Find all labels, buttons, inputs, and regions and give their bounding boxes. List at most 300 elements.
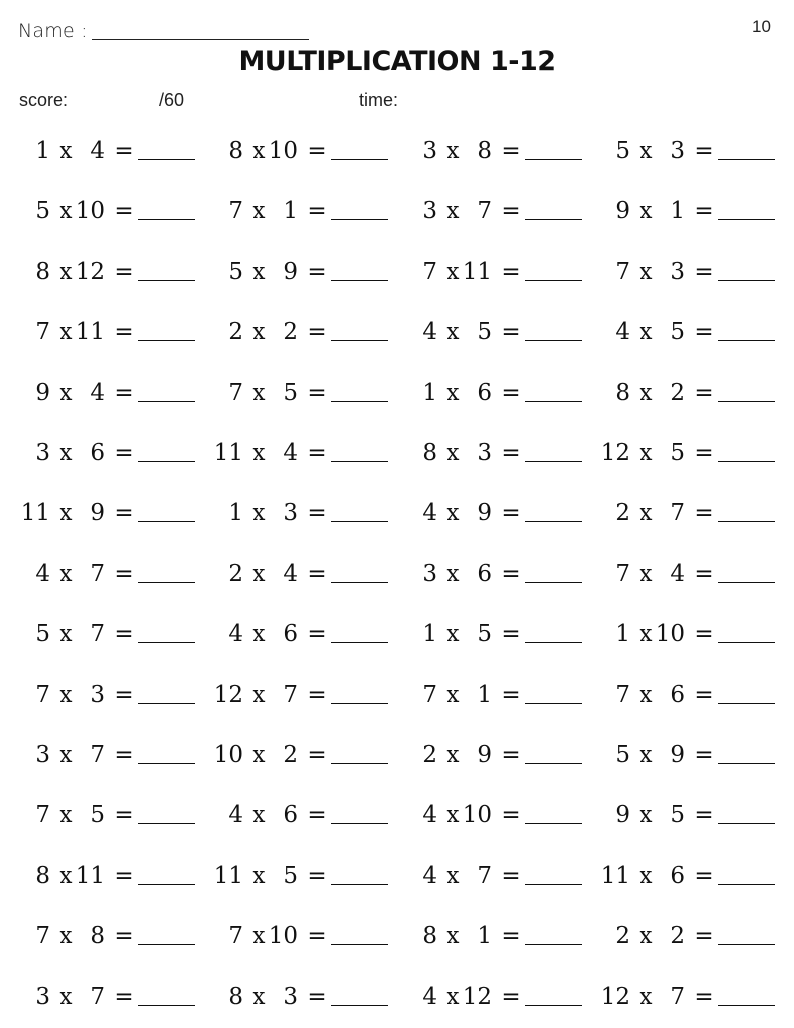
factor-b: 4: [283, 560, 298, 587]
answer-blank[interactable]: [331, 401, 388, 402]
equals-sign: =: [307, 983, 327, 1010]
answer-blank[interactable]: [718, 763, 775, 764]
answer-blank[interactable]: [718, 1005, 775, 1006]
times-sign: x: [252, 500, 266, 527]
factor-b: 7: [90, 621, 105, 648]
answer-blank[interactable]: [525, 703, 582, 704]
factor-b: 8: [477, 138, 492, 164]
equals-sign: =: [501, 379, 521, 406]
factor-b: 5: [477, 319, 492, 346]
answer-blank[interactable]: [331, 884, 388, 885]
equals-sign: =: [694, 560, 714, 587]
factor-a: 5: [615, 742, 630, 768]
equals-sign: =: [307, 862, 327, 889]
factor-b: 3: [670, 258, 685, 285]
factor-b: 5: [670, 440, 685, 466]
equals-sign: =: [114, 138, 134, 164]
times-sign: x: [446, 198, 460, 225]
equals-sign: =: [307, 742, 327, 768]
answer-blank[interactable]: [331, 521, 388, 522]
answer-blank[interactable]: [525, 1005, 582, 1006]
times-sign: x: [446, 258, 460, 285]
times-sign: x: [59, 319, 73, 346]
answer-blank[interactable]: [718, 340, 775, 341]
times-sign: x: [639, 681, 653, 708]
times-sign: x: [59, 560, 73, 587]
factor-b: 1: [283, 198, 298, 225]
problem-item: [213, 559, 389, 589]
problem-item: [600, 378, 776, 408]
times-sign: x: [446, 681, 460, 708]
factor-b: 6: [283, 621, 298, 648]
problem-item: [407, 136, 583, 166]
problem-item: [213, 196, 389, 226]
times-sign: x: [252, 440, 266, 466]
equals-sign: =: [114, 500, 134, 527]
factor-a: 4: [422, 802, 437, 829]
answer-blank[interactable]: [525, 944, 582, 945]
equals-sign: =: [694, 258, 714, 285]
factor-a: 4: [35, 560, 50, 587]
problem-item: [20, 196, 196, 226]
factor-b: 5: [477, 621, 492, 648]
problem-item: [213, 317, 389, 347]
factor-b: 4: [90, 138, 105, 164]
times-sign: x: [59, 198, 73, 225]
answer-blank[interactable]: [718, 823, 775, 824]
factor-a: 8: [35, 862, 50, 889]
times-sign: x: [639, 379, 653, 406]
equals-sign: =: [114, 862, 134, 889]
factor-a: 4: [422, 500, 437, 527]
answer-blank[interactable]: [331, 582, 388, 583]
answer-blank[interactable]: [718, 884, 775, 885]
factor-a: 7: [35, 319, 50, 346]
times-sign: x: [59, 138, 73, 164]
factor-b: 11: [75, 319, 105, 346]
times-sign: x: [59, 923, 73, 950]
equals-sign: =: [114, 258, 134, 285]
equals-sign: =: [694, 923, 714, 950]
answer-blank[interactable]: [138, 1005, 195, 1006]
problem-item: [600, 559, 776, 589]
equals-sign: =: [307, 379, 327, 406]
problem-item: [20, 559, 196, 589]
equals-sign: =: [114, 923, 134, 950]
problem-item: [213, 619, 389, 649]
factor-b: 3: [283, 500, 298, 527]
equals-sign: =: [114, 621, 134, 648]
factor-a: 7: [422, 681, 437, 708]
factor-a: 11: [600, 862, 630, 889]
problem-item: [213, 680, 389, 710]
factor-b: 10: [268, 138, 298, 164]
equals-sign: =: [114, 440, 134, 466]
answer-blank[interactable]: [525, 280, 582, 281]
factor-b: 9: [90, 500, 105, 527]
answer-blank[interactable]: [331, 340, 388, 341]
equals-sign: =: [501, 258, 521, 285]
factor-b: 12: [462, 983, 492, 1010]
problem-item: [407, 378, 583, 408]
problem-item: [600, 136, 776, 166]
problem-item: [407, 257, 583, 287]
answer-blank[interactable]: [138, 582, 195, 583]
factor-b: 5: [670, 319, 685, 346]
factor-b: 7: [90, 983, 105, 1010]
times-sign: x: [446, 983, 460, 1010]
equals-sign: =: [501, 560, 521, 587]
factor-a: 3: [35, 742, 50, 768]
answer-blank[interactable]: [718, 642, 775, 643]
times-sign: x: [252, 258, 266, 285]
factor-a: 2: [228, 560, 243, 587]
answer-blank[interactable]: [718, 521, 775, 522]
equals-sign: =: [694, 862, 714, 889]
factor-b: 7: [477, 862, 492, 889]
factor-a: 3: [35, 983, 50, 1010]
problem-item: [600, 438, 776, 468]
equals-sign: =: [501, 923, 521, 950]
answer-blank[interactable]: [331, 219, 388, 220]
answer-blank[interactable]: [525, 884, 582, 885]
equals-sign: =: [307, 258, 327, 285]
problem-item: [20, 257, 196, 287]
factor-b: 4: [90, 379, 105, 406]
times-sign: x: [446, 500, 460, 527]
equals-sign: =: [694, 379, 714, 406]
equals-sign: =: [694, 621, 714, 648]
times-sign: x: [252, 560, 266, 587]
times-sign: x: [446, 319, 460, 346]
factor-a: 7: [228, 923, 243, 950]
times-sign: x: [639, 621, 653, 648]
factor-a: 7: [35, 923, 50, 950]
problem-item: [20, 619, 196, 649]
factor-b: 6: [670, 862, 685, 889]
factor-b: 6: [90, 440, 105, 466]
answer-blank[interactable]: [718, 219, 775, 220]
times-sign: x: [639, 440, 653, 466]
answer-blank[interactable]: [525, 763, 582, 764]
factor-a: 11: [213, 440, 243, 466]
answer-blank[interactable]: [525, 823, 582, 824]
times-sign: x: [59, 681, 73, 708]
answer-blank[interactable]: [331, 823, 388, 824]
times-sign: x: [446, 862, 460, 889]
problem-item: [407, 680, 583, 710]
equals-sign: =: [307, 138, 327, 164]
answer-blank[interactable]: [718, 944, 775, 945]
problem-item: [600, 982, 776, 1012]
times-sign: x: [639, 802, 653, 829]
factor-a: 9: [615, 198, 630, 225]
problem-item: [407, 317, 583, 347]
problem-item: [213, 378, 389, 408]
answer-blank[interactable]: [525, 219, 582, 220]
equals-sign: =: [307, 923, 327, 950]
factor-a: 2: [228, 319, 243, 346]
answer-blank[interactable]: [331, 159, 388, 160]
times-sign: x: [446, 621, 460, 648]
times-sign: x: [252, 621, 266, 648]
answer-blank[interactable]: [138, 823, 195, 824]
answer-blank[interactable]: [331, 1005, 388, 1006]
problem-item: [20, 136, 196, 166]
times-sign: x: [446, 802, 460, 829]
times-sign: x: [446, 138, 460, 164]
answer-blank[interactable]: [138, 521, 195, 522]
times-sign: x: [446, 560, 460, 587]
problem-item: [407, 800, 583, 830]
times-sign: x: [59, 258, 73, 285]
times-sign: x: [252, 138, 266, 164]
answer-blank[interactable]: [138, 944, 195, 945]
factor-b: 10: [268, 923, 298, 950]
answer-blank[interactable]: [525, 340, 582, 341]
factor-b: 4: [283, 440, 298, 466]
problem-item: [600, 921, 776, 951]
problem-item: [20, 861, 196, 891]
problem-item: [407, 740, 583, 770]
factor-a: 7: [615, 560, 630, 587]
factor-b: 5: [283, 862, 298, 889]
times-sign: x: [59, 379, 73, 406]
factor-b: 2: [670, 379, 685, 406]
answer-blank[interactable]: [138, 461, 195, 462]
page-number: 10: [752, 17, 771, 36]
times-sign: x: [59, 862, 73, 889]
times-sign: x: [252, 923, 266, 950]
factor-a: 1: [422, 379, 437, 406]
equals-sign: =: [114, 681, 134, 708]
answer-blank[interactable]: [718, 703, 775, 704]
answer-blank[interactable]: [138, 159, 195, 160]
equals-sign: =: [114, 198, 134, 225]
equals-sign: =: [501, 742, 521, 768]
factor-a: 2: [422, 742, 437, 768]
equals-sign: =: [114, 319, 134, 346]
factor-a: 4: [422, 862, 437, 889]
equals-sign: =: [694, 319, 714, 346]
answer-blank[interactable]: [525, 642, 582, 643]
equals-sign: =: [307, 621, 327, 648]
factor-b: 4: [670, 560, 685, 587]
times-sign: x: [446, 440, 460, 466]
answer-blank[interactable]: [525, 401, 582, 402]
answer-blank[interactable]: [525, 582, 582, 583]
problem-item: [407, 559, 583, 589]
factor-b: 1: [670, 198, 685, 225]
factor-a: 7: [615, 681, 630, 708]
times-sign: x: [252, 742, 266, 768]
problem-item: [407, 982, 583, 1012]
equals-sign: =: [501, 681, 521, 708]
equals-sign: =: [114, 560, 134, 587]
answer-blank[interactable]: [331, 944, 388, 945]
times-sign: x: [446, 923, 460, 950]
times-sign: x: [252, 319, 266, 346]
problem-item: [20, 740, 196, 770]
factor-b: 6: [670, 681, 685, 708]
factor-b: 6: [477, 379, 492, 406]
answer-blank[interactable]: [138, 884, 195, 885]
equals-sign: =: [694, 983, 714, 1010]
equals-sign: =: [694, 138, 714, 164]
times-sign: x: [59, 742, 73, 768]
factor-b: 7: [90, 742, 105, 768]
factor-b: 6: [477, 560, 492, 587]
problem-item: [213, 740, 389, 770]
factor-a: 7: [35, 802, 50, 829]
problem-item: [20, 498, 196, 528]
answer-blank[interactable]: [138, 763, 195, 764]
answer-blank[interactable]: [718, 582, 775, 583]
factor-a: 8: [35, 258, 50, 285]
answer-blank[interactable]: [525, 521, 582, 522]
factor-a: 1: [422, 621, 437, 648]
times-sign: x: [639, 500, 653, 527]
factor-a: 5: [615, 138, 630, 164]
equals-sign: =: [501, 802, 521, 829]
factor-a: 12: [600, 440, 630, 466]
factor-a: 12: [213, 681, 243, 708]
equals-sign: =: [501, 983, 521, 1010]
factor-b: 6: [283, 802, 298, 829]
factor-b: 9: [670, 742, 685, 768]
answer-blank[interactable]: [331, 703, 388, 704]
times-sign: x: [639, 198, 653, 225]
problem-item: [407, 498, 583, 528]
factor-b: 3: [283, 983, 298, 1010]
factor-b: 2: [283, 319, 298, 346]
factor-b: 3: [670, 138, 685, 164]
answer-blank[interactable]: [718, 159, 775, 160]
times-sign: x: [446, 742, 460, 768]
problem-item: [213, 921, 389, 951]
factor-a: 10: [213, 742, 243, 768]
answer-blank[interactable]: [331, 642, 388, 643]
factor-b: 1: [477, 681, 492, 708]
factor-a: 4: [422, 319, 437, 346]
times-sign: x: [639, 258, 653, 285]
answer-blank[interactable]: [331, 280, 388, 281]
problem-item: [213, 800, 389, 830]
problem-item: [20, 800, 196, 830]
answer-blank[interactable]: [525, 461, 582, 462]
equals-sign: =: [501, 319, 521, 346]
answer-blank[interactable]: [525, 159, 582, 160]
factor-b: 3: [90, 681, 105, 708]
answer-blank[interactable]: [331, 763, 388, 764]
factor-b: 9: [283, 258, 298, 285]
factor-b: 10: [655, 621, 685, 648]
times-sign: x: [59, 440, 73, 466]
times-sign: x: [446, 379, 460, 406]
times-sign: x: [252, 681, 266, 708]
problem-item: [600, 861, 776, 891]
factor-a: 4: [228, 802, 243, 829]
times-sign: x: [639, 862, 653, 889]
factor-b: 7: [283, 681, 298, 708]
factor-a: 3: [35, 440, 50, 466]
equals-sign: =: [307, 319, 327, 346]
problem-item: [407, 861, 583, 891]
factor-b: 1: [477, 923, 492, 950]
answer-blank[interactable]: [138, 219, 195, 220]
times-sign: x: [639, 138, 653, 164]
factor-a: 7: [35, 681, 50, 708]
problem-item: [20, 982, 196, 1012]
factor-a: 5: [35, 621, 50, 648]
equals-sign: =: [114, 379, 134, 406]
problem-item: [20, 921, 196, 951]
factor-a: 2: [615, 500, 630, 527]
equals-sign: =: [694, 198, 714, 225]
factor-a: 8: [422, 923, 437, 950]
factor-b: 2: [283, 742, 298, 768]
worksheet-title: MULTIPLICATION 1-12: [238, 46, 556, 77]
factor-a: 8: [228, 983, 243, 1010]
answer-blank[interactable]: [718, 461, 775, 462]
factor-b: 7: [90, 560, 105, 587]
factor-a: 8: [228, 138, 243, 164]
score-max: /60: [159, 90, 185, 110]
problem-item: [600, 619, 776, 649]
factor-a: 9: [615, 802, 630, 829]
factor-a: 12: [600, 983, 630, 1010]
factor-b: 11: [462, 258, 492, 285]
problem-item: [213, 861, 389, 891]
time-label: time:: [359, 90, 399, 110]
answer-blank[interactable]: [138, 340, 195, 341]
answer-blank[interactable]: [138, 280, 195, 281]
times-sign: x: [252, 802, 266, 829]
answer-blank[interactable]: [331, 461, 388, 462]
equals-sign: =: [114, 742, 134, 768]
problem-item: [600, 317, 776, 347]
factor-b: 3: [477, 440, 492, 466]
answer-blank[interactable]: [718, 280, 775, 281]
times-sign: x: [639, 319, 653, 346]
problem-item: [600, 498, 776, 528]
answer-blank[interactable]: [718, 401, 775, 402]
equals-sign: =: [694, 440, 714, 466]
factor-a: 8: [422, 440, 437, 466]
factor-b: 5: [283, 379, 298, 406]
problem-item: [213, 257, 389, 287]
equals-sign: =: [114, 983, 134, 1010]
problem-item: [213, 982, 389, 1012]
equals-sign: =: [501, 440, 521, 466]
factor-a: 2: [615, 923, 630, 950]
answer-blank[interactable]: [138, 401, 195, 402]
answer-blank[interactable]: [138, 703, 195, 704]
times-sign: x: [252, 379, 266, 406]
factor-a: 5: [35, 198, 50, 225]
score-label: score:: [19, 90, 69, 110]
factor-b: 8: [90, 923, 105, 950]
problem-item: [600, 257, 776, 287]
factor-a: 7: [228, 198, 243, 225]
factor-a: 4: [615, 319, 630, 346]
factor-a: 7: [422, 258, 437, 285]
factor-b: 11: [75, 862, 105, 889]
problem-item: [407, 921, 583, 951]
answer-blank[interactable]: [138, 642, 195, 643]
factor-a: 3: [422, 138, 437, 164]
equals-sign: =: [307, 440, 327, 466]
